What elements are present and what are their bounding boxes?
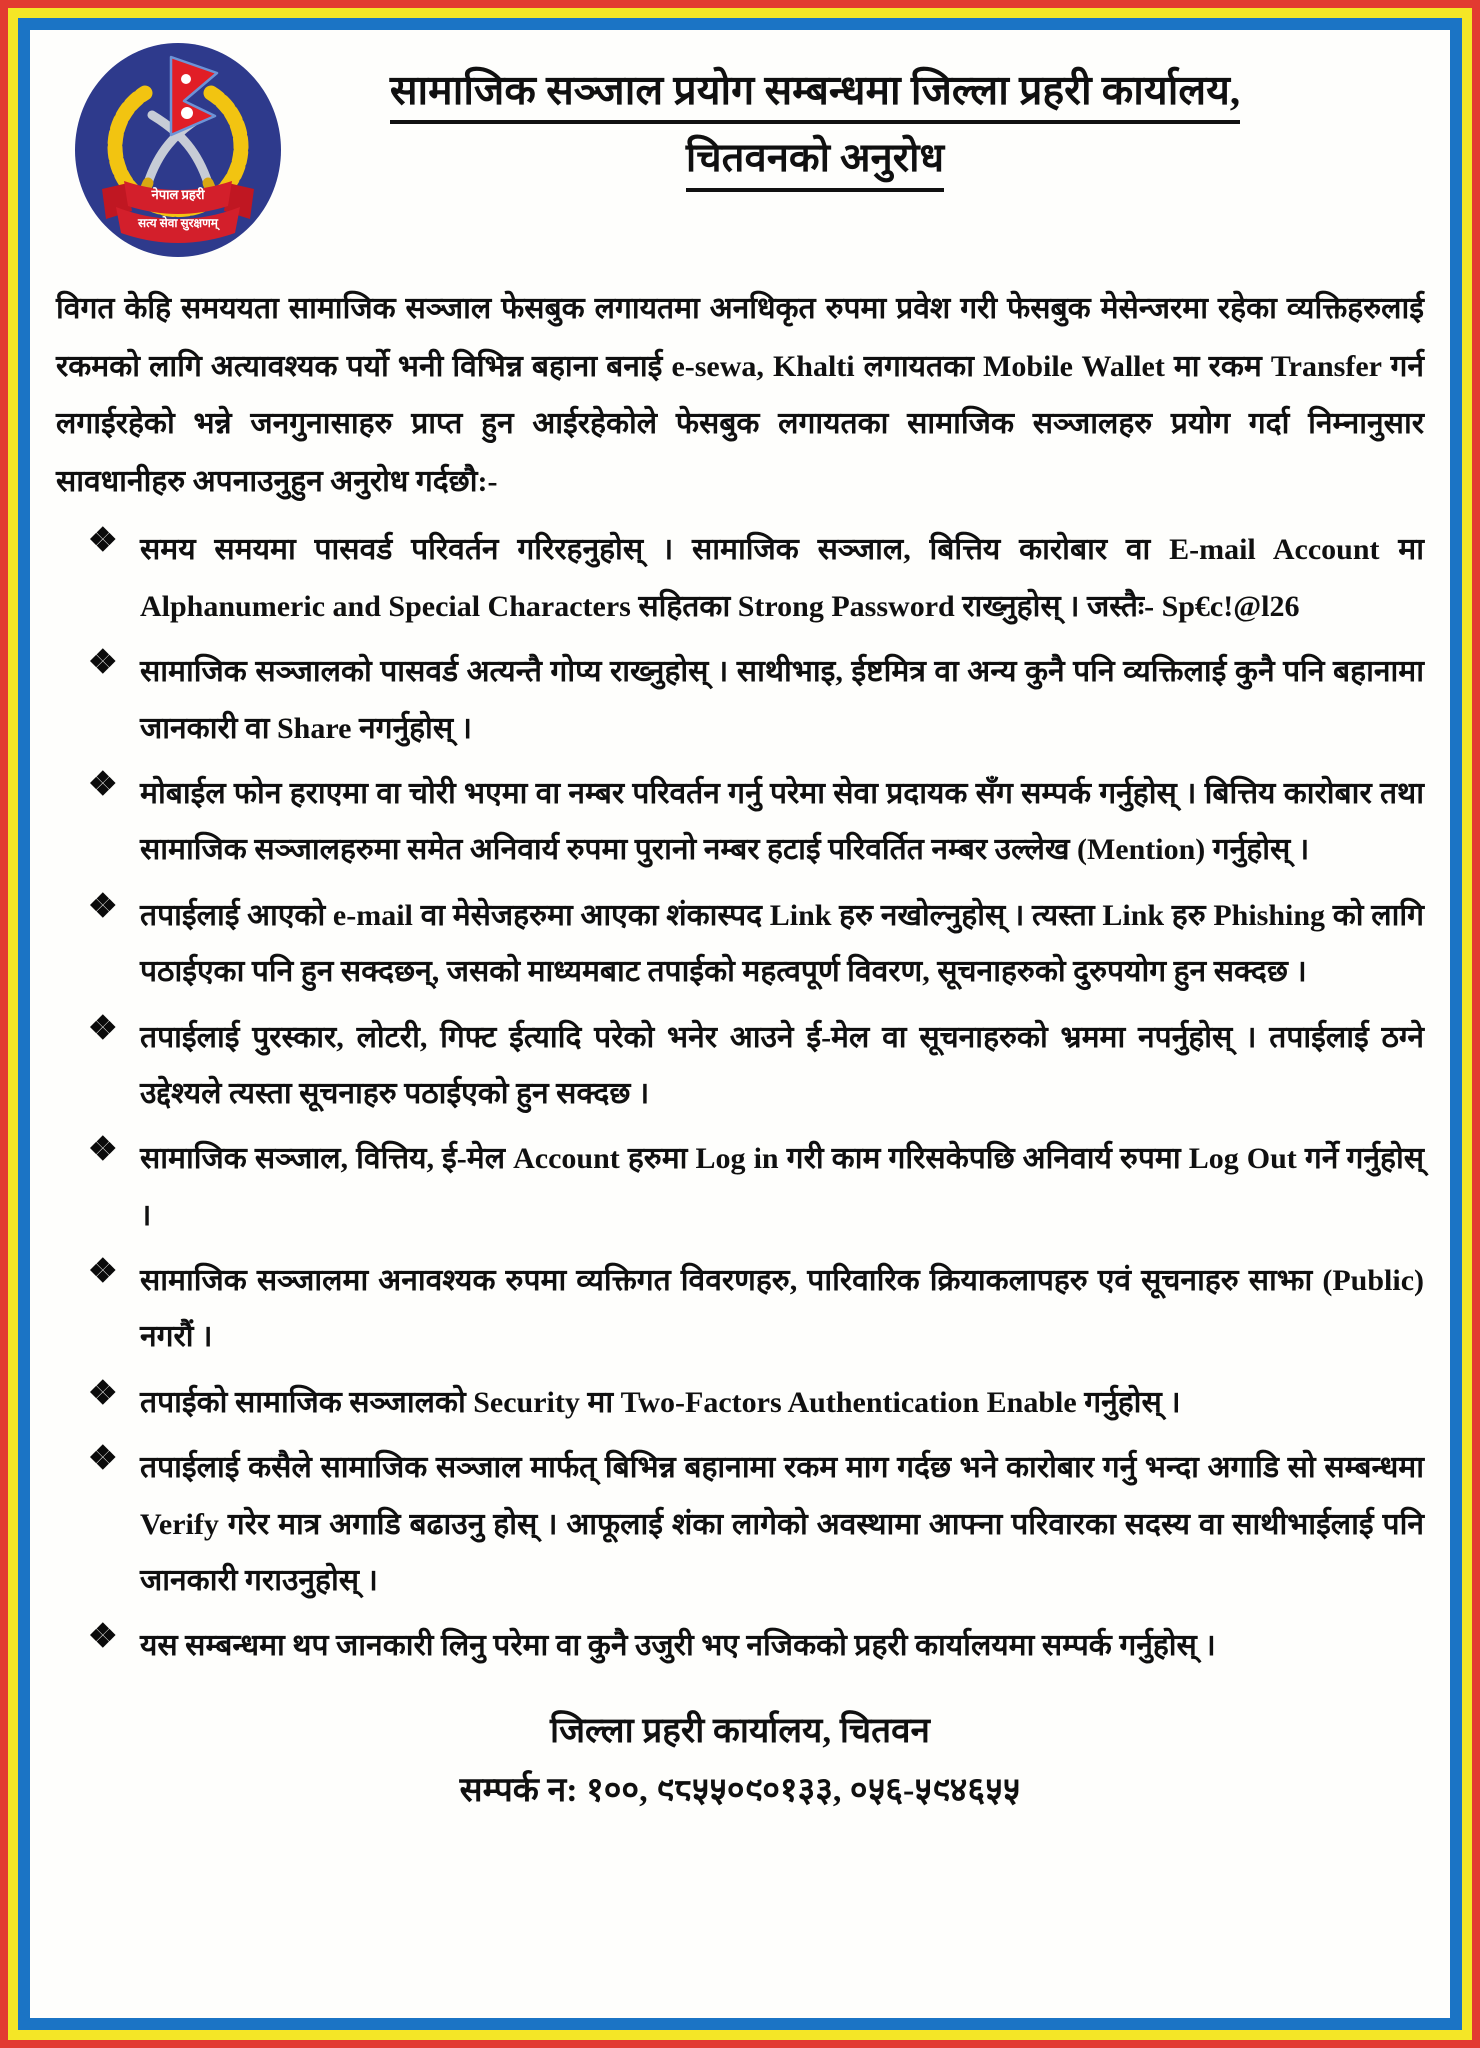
list-item <box>88 888 1424 1001</box>
diamond-bullet-icon: ❖ <box>88 645 118 682</box>
intro-paragraph: विगत केहि समययता सामाजिक सञ्जाल फेसबुक लगायतमा अनधिकृत रुपमा प्रवेश गरी फेसबुक मेसेन्जरमा रहेका व्यक्तिहरुलाई रकमको लागि अत्यावश्यक पर्यो भनी विभिन्न बहाना बनाई e-sewa, Khalti लगायतका Mobile Wallet मा रकम Transfer गर्न लगाईरहेको भन्ने जनगुनासाहरु प्राप्त हुन आईरहेकोले फेसबुक लगायतका सामाजिक सञ्जालहरु प्रयोग गर्दा निम्नानुसार सावधानीहरु अपनाउनुहुन अनुरोध गर्दछौ:- <box>56 292 1425 498</box>
list-item <box>88 766 1424 879</box>
list-item-text: तपाईलाई आएको e-mail वा मेसेजहरुमा आएका शंकास्पद Link हरु नखोल्नुहोस् । त्यस्ता Link हरु Phishing को लागि पठाईएका पनि हुन सक्दछन्, जसको माध्यमबाट तपाईको महत्वपूर्ण विवरण, सूचनाहरुको दुरुपयोग हुन सक्दछ । <box>140 898 1424 989</box>
document-footer <box>56 1705 1424 1817</box>
emblem-ribbons <box>102 181 254 243</box>
list-item-text: समय समयमा पासवर्ड परिवर्तन गरिरहनुहोस् । सामाजिक सञ्जाल, बित्तिय कारोबार वा E-mail Account मा Alphanumeric and Special Characters सहितका Strong Password राख्नुहोस् । जस्तैः- Sp€c!@l26 <box>140 533 1424 623</box>
list-item-text: तपाईको सामाजिक सञ्जालको Security मा Two-Factors Authentication Enable गर्नुहोस् । <box>140 1385 1181 1419</box>
border-frame-yellow <box>8 8 1472 2040</box>
list-item-text: सामाजिक सञ्जालको पासवर्ड अत्यन्तै गोप्य राख्नुहोस् । साथीभाइ, ईष्टमित्र वा अन्य कुनै पनि व्यक्तिलाई कुनै पनि बहानामा जानकारी वा Share नगर्नुहोस् । <box>140 655 1424 745</box>
ribbon-bottom-text: सत्य सेवा सुरक्षणम् <box>138 216 218 230</box>
list-item <box>88 1618 1424 1674</box>
diamond-bullet-icon: ❖ <box>88 1132 118 1169</box>
issuing-office: जिल्ला प्रहरी कार्यालय, चितवन <box>550 1710 930 1750</box>
list-item-text: सामाजिक सञ्जाल, वित्तिय, ई-मेल Account हरुमा Log in गरी काम गरिसकेपछि अनिवार्य रुपमा Log Out गर्ने गर्नुहोस् । <box>140 1142 1424 1232</box>
list-item <box>88 1131 1424 1244</box>
list-item <box>88 1375 1424 1431</box>
list-item-text: मोबाईल फोन हराएमा वा चोरी भएमा वा नम्बर परिवर्तन गर्नु परेमा सेवा प्रदायक सँग सम्पर्क गर्नुहोस् । बित्तिय कारोबार तथा सामाजिक सञ्जालहरुमा समेत अनिवार्य रुपमा पुरानो नम्बर हटाई परिवर्तित नम्बर उल्लेख (Mention) गर्नुहोस् । <box>140 776 1424 867</box>
list-item-text: सामाजिक सञ्जालमा अनावश्यक रुपमा व्यक्तिगत विवरणहरु, पारिवारिक क्रियाकलापहरु एवं सूचनाहरु साझा (Public) नगरौं । <box>140 1264 1424 1354</box>
list-item <box>88 1010 1424 1123</box>
list-item <box>88 1440 1424 1609</box>
diamond-bullet-icon: ❖ <box>88 1254 118 1291</box>
diamond-bullet-icon: ❖ <box>88 1619 118 1656</box>
ribbon-top-text: नेपाल प्रहरी <box>151 187 205 202</box>
list-item <box>88 644 1424 757</box>
list-item <box>88 522 1424 635</box>
diamond-bullet-icon: ❖ <box>88 1010 118 1047</box>
advisory-list <box>88 522 1424 1674</box>
list-item-text: यस सम्बन्धमा थप जानकारी लिनु परेमा वा कुनै उजुरी भए नजिकको प्रहरी कार्यालयमा सम्पर्क गर्नुहोस् । <box>140 1629 1216 1663</box>
diamond-bullet-icon: ❖ <box>88 523 118 560</box>
diamond-bullet-icon: ❖ <box>88 1441 118 1478</box>
list-item-text: तपाईलाई पुरस्कार, लोटरी, गिफ्ट ईत्यादि परेको भनेर आउने ई-मेल वा सूचनाहरुको भ्रममा नपर्नुहोस् । तपाईलाई ठग्ने उद्देश्यले त्यस्ता सूचनाहरु पठाईएको हुन सक्दछ । <box>140 1020 1424 1110</box>
diamond-bullet-icon: ❖ <box>88 888 118 925</box>
nepal-police-emblem-icon <box>72 40 284 260</box>
border-frame-blue <box>18 18 1462 2030</box>
list-item-text: तपाईलाई कसैले सामाजिक सञ्जाल मार्फत् बिभिन्न बहानामा रकम माग गर्दछ भने कारोबार गर्नु भन्दा अगाडि सो सम्बन्धमा Verify गरेर मात्र अगाडि बढाउनु होस् । आफूलाई शंका लागेको अवस्थामा आफ्ना परिवारका सदस्य वा साथीभाईलाई पनि जानकारी गराउनुहोस् । <box>140 1451 1424 1598</box>
diamond-bullet-icon: ❖ <box>88 766 118 803</box>
page-title-line2: चितवनको अनुरोध <box>686 132 944 191</box>
diamond-bullet-icon: ❖ <box>88 1375 118 1412</box>
contact-numbers: सम्पर्क न: १००, ९८५५०९०१३३, ०५६-५९४६५५ <box>459 1772 1021 1810</box>
list-item <box>88 1253 1424 1366</box>
page-title-line1: सामाजिक सञ्जाल प्रयोग सम्बन्धमा जिल्ला प्रहरी कार्यालय, <box>390 64 1240 124</box>
document-header <box>56 38 1424 266</box>
